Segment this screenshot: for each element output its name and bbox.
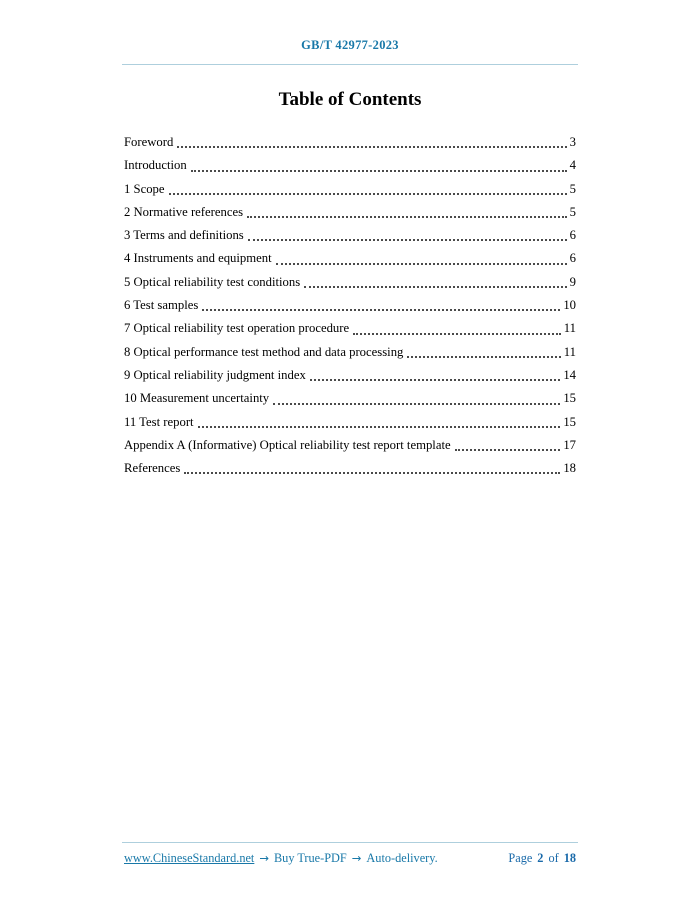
toc-entry-label: 6 Test samples [124,298,199,313]
toc-entry-page: 6 [569,228,576,243]
toc-entry-page: 15 [563,391,576,406]
dot-leader [353,333,561,335]
toc-entry-page: 11 [563,344,576,359]
dot-leader [273,403,560,405]
toc-entry-label: References [124,461,181,476]
toc-entry [124,341,576,364]
page-footer [0,842,700,866]
toc-entry-label: Foreword [124,135,174,149]
toc-entry-label: 3 Terms and definitions [124,228,244,243]
dot-leader [455,449,561,451]
toc-entry-label: 9 Optical reliability judgment index [124,367,306,382]
toc-entry-page: 18 [563,461,576,476]
dot-leader [276,263,567,265]
dot-leader [248,239,567,241]
website-link[interactable]: www.ChineseStandard.net [124,851,255,865]
toc-entry [124,178,576,201]
toc-list [124,131,576,480]
dot-leader [407,356,560,358]
toc-entry-page: 5 [569,181,576,196]
toc-entry [124,317,576,340]
toc-entry-label: Introduction [124,158,187,173]
dot-leader [304,286,566,288]
total-page-number: 18 [563,851,576,865]
toc-entry-page: 15 [563,414,576,429]
page-header [0,0,700,65]
toc-entry-label: 4 Instruments and equipment [124,251,272,266]
dot-leader [310,379,560,381]
toc-entry [124,224,576,247]
toc-entry [124,387,576,410]
toc-entry-page: 11 [563,321,576,336]
toc-entry [124,364,576,387]
page-title: Table of Contents [278,89,422,110]
header-divider [122,64,578,65]
toc-entry-label: 8 Optical performance test method and data processing [124,344,404,359]
toc-entry-page: 10 [563,298,576,313]
toc-entry [124,201,576,224]
toc-entry-label: 1 Scope [124,181,165,196]
toc-entry [124,457,576,480]
toc-entry-label: 5 Optical reliability test conditions [124,274,301,289]
dot-leader [169,193,567,195]
toc-entry-page: 17 [563,437,576,452]
current-page-number: 2 [537,851,544,865]
page-indicator [508,851,576,866]
toc-entry-label: 2 Normative references [124,204,244,219]
of-word: of [548,851,559,865]
doc-number: GB/T 42977-2023 [301,38,399,52]
toc-entry [124,434,576,457]
toc-entry [124,247,576,270]
toc-entry [124,131,576,154]
toc-entry [124,154,576,177]
toc-entry-label: Appendix A (Informative) Optical reliability test report template [124,437,451,452]
footer-left [124,851,438,866]
buy-pdf-label: Buy True-PDF [273,851,347,865]
dot-leader [191,170,567,172]
toc-entry-page: 5 [569,204,576,219]
dot-leader [184,472,560,474]
dot-leader [177,146,566,148]
dot-leader [198,426,561,428]
toc-entry-label: 11 Test report [124,414,194,429]
auto-delivery-label: Auto-delivery. [366,851,438,865]
dot-leader [247,216,567,218]
footer-divider [122,842,578,843]
toc-entry-page: 4 [569,158,576,173]
toc-entry-label: 10 Measurement uncertainty [124,391,270,406]
toc-entry-label: 7 Optical reliability test operation procedure [124,321,350,336]
toc-entry-page: 6 [569,251,576,266]
toc-entry [124,294,576,317]
toc-entry [124,411,576,434]
page-word: Page [508,851,533,865]
dot-leader [202,309,560,311]
toc-entry [124,271,576,294]
arrow-icon: → [351,851,362,865]
toc-entry-page: 14 [563,367,576,382]
arrow-icon: → [259,851,269,865]
toc-entry-page: 3 [569,135,576,149]
footer-row [124,851,576,866]
toc-entry-page: 9 [569,274,576,289]
